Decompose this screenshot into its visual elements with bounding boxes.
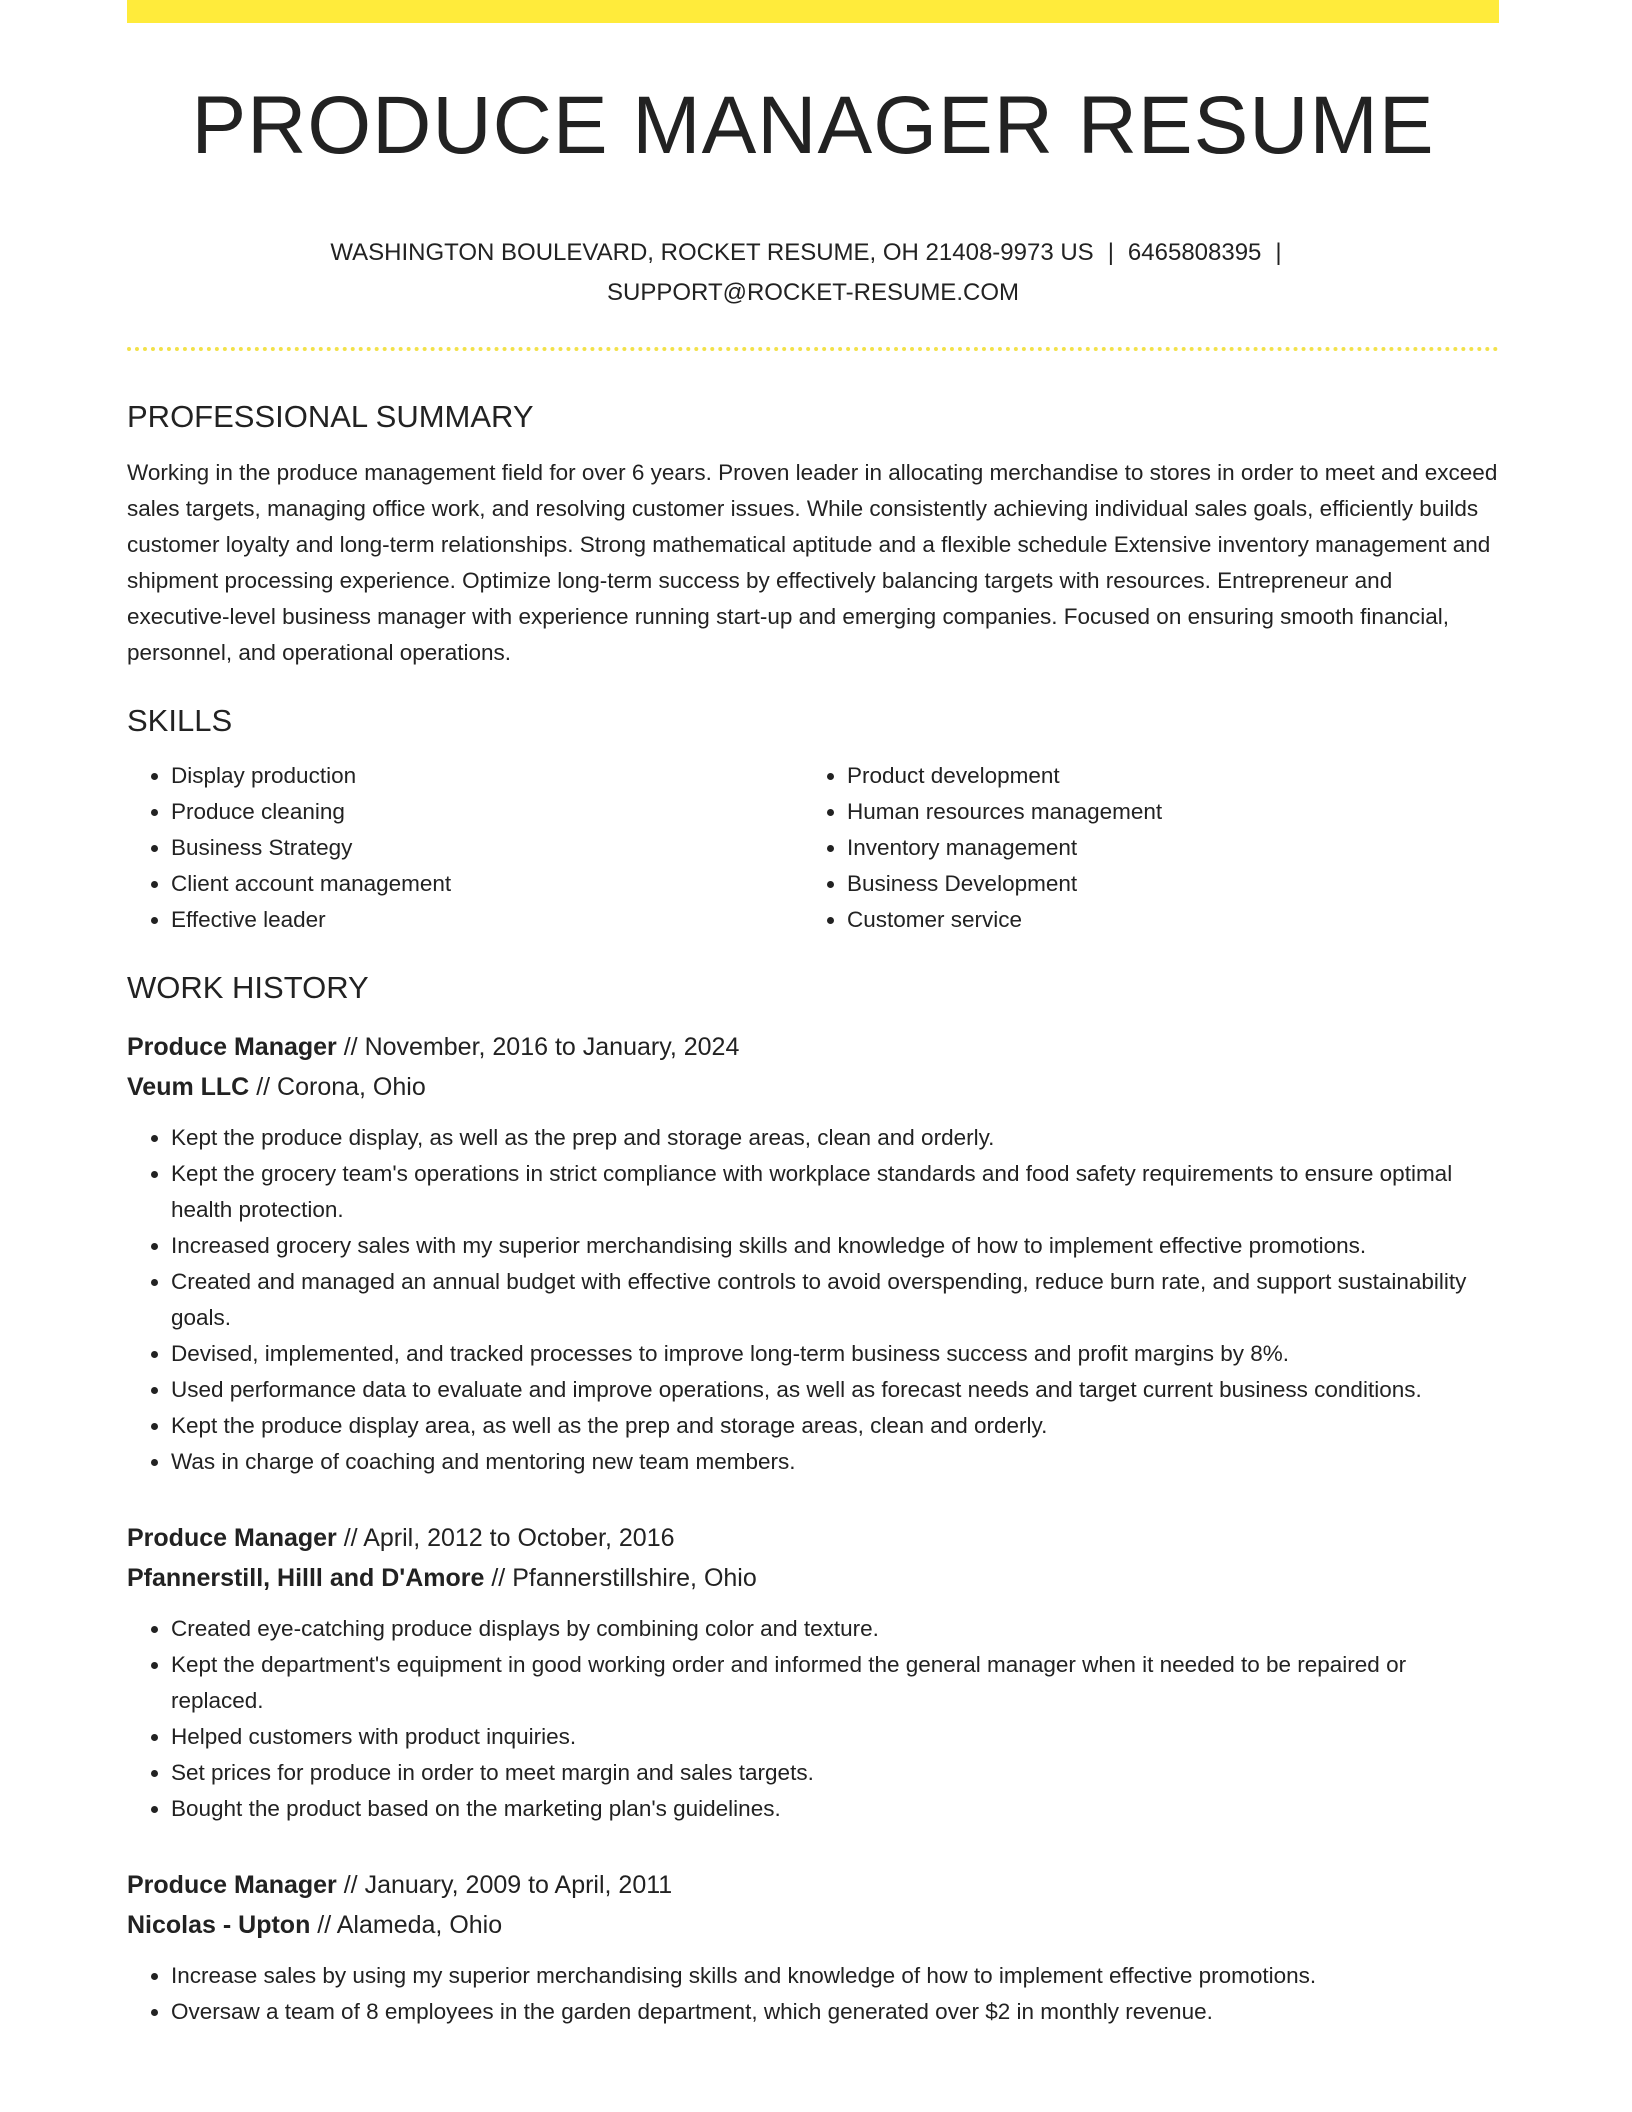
job-role: Produce Manager <box>127 1524 337 1552</box>
job-company: Veum LLC <box>127 1073 250 1101</box>
accent-bar <box>127 0 1499 23</box>
contact-info <box>127 233 1499 313</box>
skills-list <box>127 758 1499 938</box>
job-company-line <box>127 1558 1499 1598</box>
skill-item: • Customer service <box>847 902 1479 938</box>
job-company-line <box>127 1905 1499 1945</box>
skill-item: • Business Development <box>847 866 1479 902</box>
job-bullet: • Kept the produce display area, as well as the prep and storage areas, clean and orderly. <box>171 1408 1499 1444</box>
job-bullet: • Created eye-catching produce displays by combining color and texture. <box>171 1611 1499 1647</box>
job-role-line <box>127 1865 1499 1905</box>
job-dates: // November, 2016 to January, 2024 <box>343 1033 740 1061</box>
skill-item: • Product development <box>847 758 1479 794</box>
address: WASHINGTON BOULEVARD, ROCKET RESUME, OH 21408-9973 US <box>330 239 1094 266</box>
job-company-line <box>127 1067 1499 1107</box>
job-bullet: • Increased grocery sales with my superior merchandising skills and knowledge of how to implement effective promotions. <box>171 1228 1499 1264</box>
skill-item: • Effective leader <box>171 902 803 938</box>
skill-item: • Business Strategy <box>171 830 803 866</box>
job-bullets <box>127 1958 1499 2030</box>
job-role-line <box>127 1027 1499 1067</box>
job-bullet: • Helped customers with product inquiries. <box>171 1719 1499 1755</box>
contact-separator: | <box>1107 239 1114 266</box>
skill-item: • Display production <box>171 758 803 794</box>
job-bullet: • Devised, implemented, and tracked processes to improve long-term business success and profit margins by 8%. <box>171 1336 1499 1372</box>
email: SUPPORT@ROCKET-RESUME.COM <box>607 279 1019 306</box>
skills-column-left <box>127 758 803 938</box>
dotted-divider <box>127 347 1499 351</box>
skill-item: • Human resources management <box>847 794 1479 830</box>
job-bullet: • Used performance data to evaluate and improve operations, as well as forecast needs and target current business conditions. <box>171 1372 1499 1408</box>
job-role: Produce Manager <box>127 1033 337 1061</box>
job-bullet: • Set prices for produce in order to meet margin and sales targets. <box>171 1755 1499 1791</box>
job-location: // Corona, Ohio <box>256 1073 426 1101</box>
skill-item: • Client account management <box>171 866 803 902</box>
skills-column-right <box>803 758 1479 938</box>
job-entry <box>127 1027 1499 1480</box>
summary-text: Working in the produce management field for over 6 years. Proven leader in allocating merchandise to stores in order to meet and exceed sales targets, managing office work, and resolving customer issues. While consistently achieving individual sales goals, efficiently builds customer loyalty and long-term relationships. Strong mathematical aptitude and a flexible schedule Extensive inventory management and shipment processing experience. Optimize long-term success by effectively balancing targets with resources. Entrepreneur and executive-level business manager with experience running start-up and emerging companies. Focused on ensuring smooth financial, personnel, and operational operations. <box>127 460 1498 665</box>
job-bullet: • Created and managed an annual budget with effective controls to avoid overspending, reduce burn rate, and support sustainability goals. <box>171 1264 1499 1336</box>
job-bullet: • Kept the produce display, as well as the prep and storage areas, clean and orderly. <box>171 1120 1499 1156</box>
job-dates: // January, 2009 to April, 2011 <box>343 1871 673 1899</box>
job-bullet: • Kept the department's equipment in good working order and informed the general manager when it needed to be repaired or replaced. <box>171 1647 1499 1719</box>
job-entry <box>127 1865 1499 2030</box>
work-history-heading: WORK HISTORY <box>127 970 369 1005</box>
job-role: Produce Manager <box>127 1871 337 1899</box>
job-bullet: • Bought the product based on the marketing plan's guidelines. <box>171 1791 1499 1827</box>
job-company: Nicolas - Upton <box>127 1911 311 1939</box>
job-role-line <box>127 1518 1499 1558</box>
job-bullet: • Kept the grocery team's operations in strict compliance with workplace standards and food safety requirements to ensure optimal health protection. <box>171 1156 1499 1228</box>
contact-separator: | <box>1275 239 1282 266</box>
resume-page <box>127 0 1499 2030</box>
job-bullet: • Increase sales by using my superior merchandising skills and knowledge of how to implement effective promotions. <box>171 1958 1499 1994</box>
skill-item: • Produce cleaning <box>171 794 803 830</box>
job-bullet: • Oversaw a team of 8 employees in the garden department, which generated over $2 in monthly revenue. <box>171 1994 1499 2030</box>
skills-heading: SKILLS <box>127 703 233 738</box>
phone: 6465808395 <box>1127 239 1262 266</box>
job-company: Pfannerstill, Hilll and D'Amore <box>127 1564 485 1592</box>
skill-item: • Inventory management <box>847 830 1479 866</box>
summary-heading: PROFESSIONAL SUMMARY <box>127 399 534 434</box>
job-dates: // April, 2012 to October, 2016 <box>343 1524 675 1552</box>
job-bullets <box>127 1611 1499 1827</box>
job-entry <box>127 1518 1499 1827</box>
resume-title: PRODUCE MANAGER RESUME <box>191 80 1435 171</box>
job-bullets <box>127 1120 1499 1480</box>
job-location: // Pfannerstillshire, Ohio <box>491 1564 757 1592</box>
job-bullet: • Was in charge of coaching and mentoring new team members. <box>171 1444 1499 1480</box>
job-location: // Alameda, Ohio <box>317 1911 503 1939</box>
